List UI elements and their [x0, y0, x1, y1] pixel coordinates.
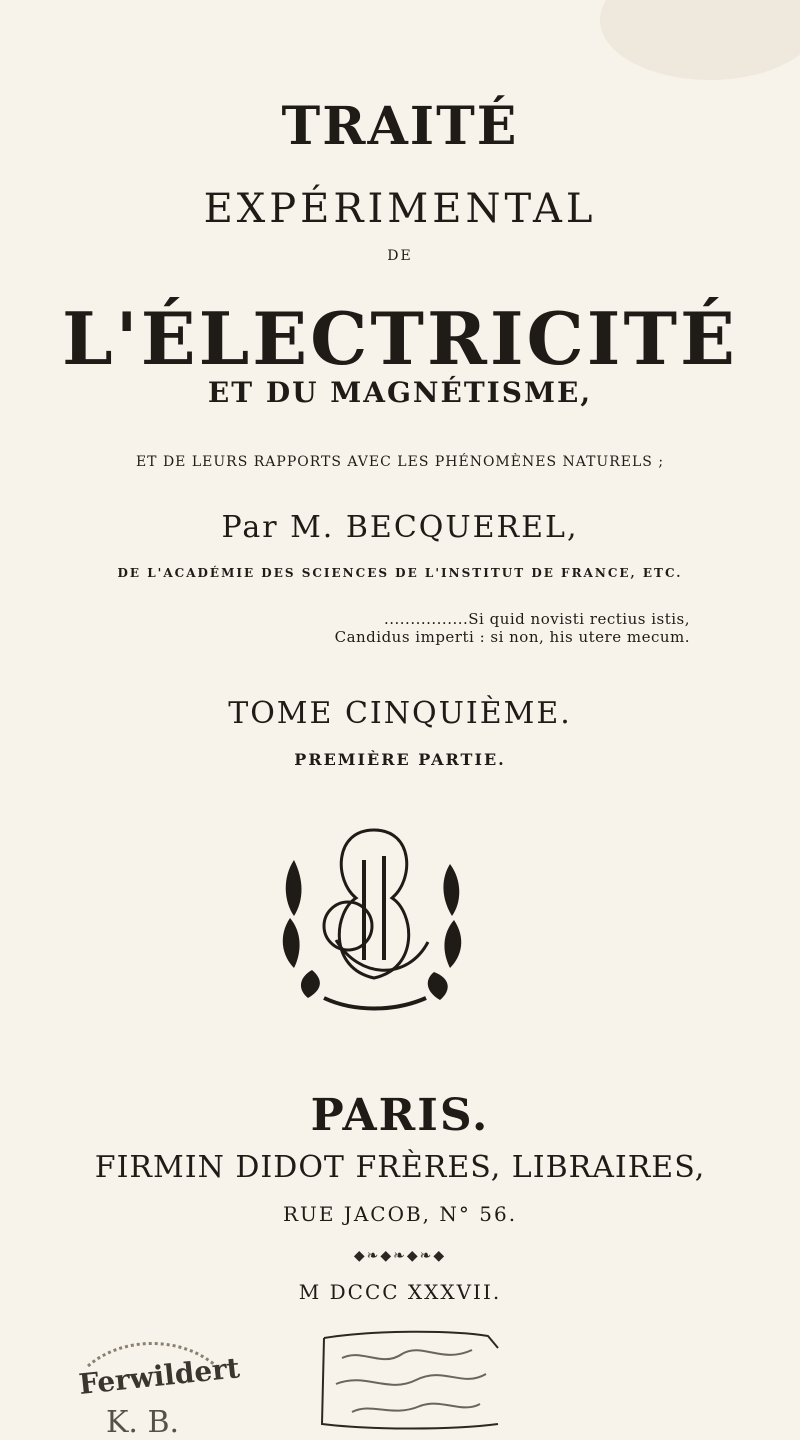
epigraph	[335, 610, 690, 646]
author-affiliation: DE L'ACADÉMIE DES SCIENCES DE L'INSTITUT DE FRANCE, ETC.	[117, 566, 683, 580]
publisher-monogram-icon	[264, 820, 484, 1020]
stamp-text-2: K. B.	[106, 1405, 180, 1440]
handwritten-inscription-icon	[312, 1328, 502, 1432]
publication-year: M DCCC XXXVII.	[298, 1280, 502, 1304]
epigraph-line-2: Candidus imperti : si non, his utere mecum.	[334, 628, 690, 646]
epigraph-line-1: ................Si quid novisti rectius istis,	[383, 610, 690, 628]
title-electricite: L'ÉLECTRICITÉ	[62, 296, 738, 381]
publisher-name: FIRMIN DIDOT FRÈRES, LIBRAIRES,	[94, 1150, 706, 1185]
paper-stain	[600, 0, 800, 80]
volume-tome: TOME CINQUIÈME.	[228, 696, 572, 731]
title-experimental: EXPÉRIMENTAL	[203, 186, 597, 232]
author-byline: Par M. BECQUEREL,	[221, 510, 579, 545]
ornament-rule: ◆❧◆❧◆❧◆	[353, 1248, 447, 1264]
title-de: DE	[387, 248, 413, 264]
publisher-address: RUE JACOB, N° 56.	[282, 1202, 518, 1226]
library-stamp-icon	[62, 1336, 242, 1440]
title-magnetisme: ET DU MAGNÉTISME,	[207, 376, 593, 409]
volume-part: PREMIÈRE PARTIE.	[294, 750, 506, 769]
subtitle: ET DE LEURS RAPPORTS AVEC LES PHÉNOMÈNES NATURELS ;	[135, 454, 665, 470]
stamp-text-1: Ferwildert	[77, 1351, 242, 1401]
title-traite: TRAITÉ	[281, 96, 519, 157]
publisher-city: PARIS.	[310, 1090, 490, 1141]
